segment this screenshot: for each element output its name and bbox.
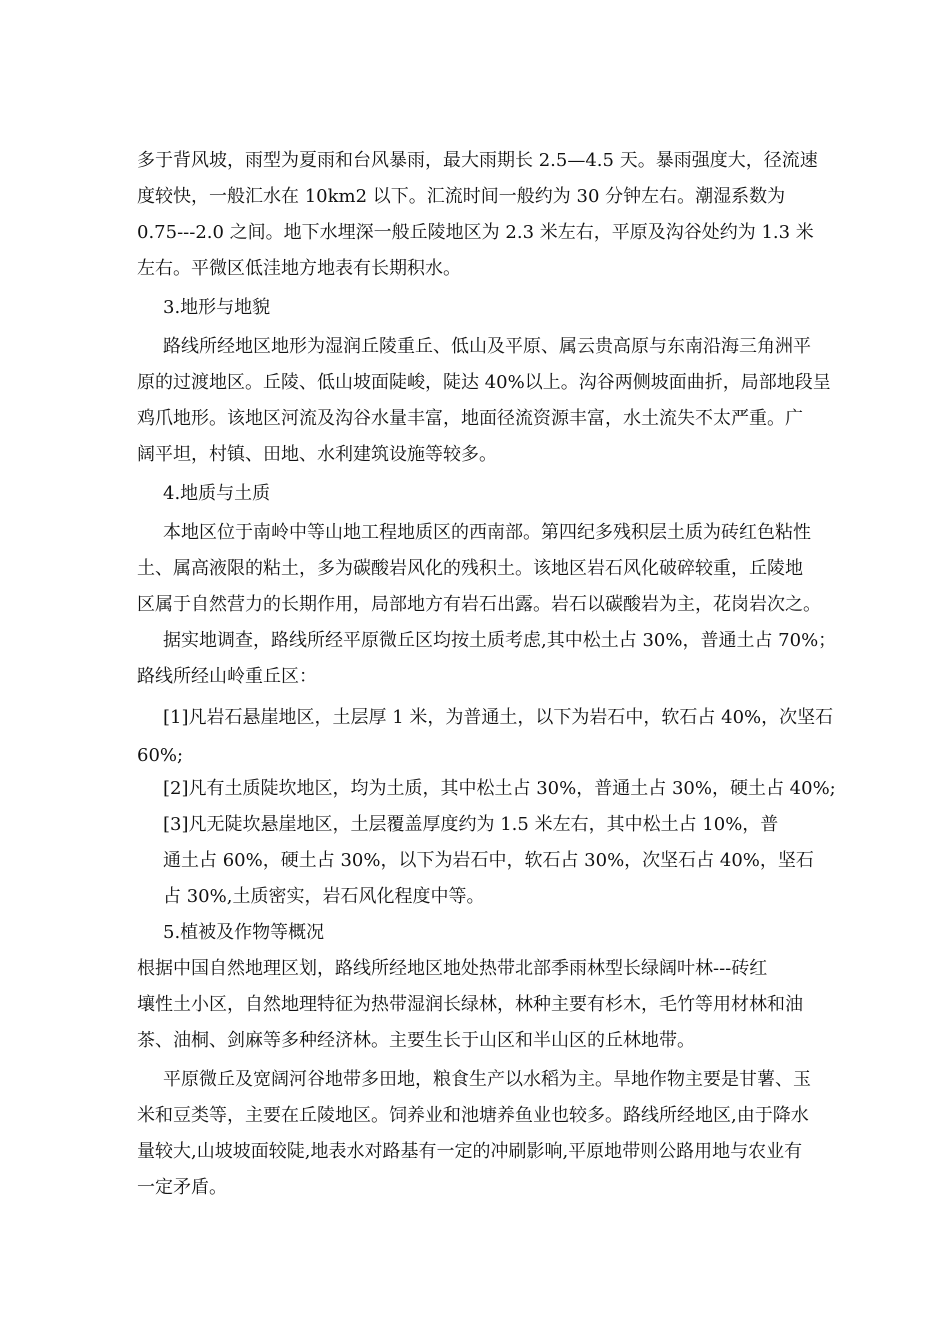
list-item-3: [3]凡无陡坎悬崖地区，土层覆盖厚度约为 1.5 米左右，其中松土占 10%，普 [163, 814, 779, 835]
paragraph-line: 左右。平微区低洼地方地表有长期积水。 [137, 258, 461, 279]
paragraph-line: 阔平坦，村镇、田地、水利建筑设施等较多。 [137, 444, 497, 465]
list-item-1: [1]凡岩石悬崖地区，土层厚 1 米，为普通土，以下为岩石中，软石占 40%，次坚石 [163, 707, 834, 728]
paragraph-line: 区属于自然营力的长期作用，局部地方有岩石出露。岩石以碳酸岩为主，花岗岩次之。 [137, 594, 821, 615]
paragraph-line: 本地区位于南岭中等山地工程地质区的西南部。第四纪多残积层土质为砖红色粘性 [163, 522, 811, 543]
paragraph-line: 土、属高液限的粘土，多为碳酸岩风化的残积土。该地区岩石风化破碎较重，丘陵地 [137, 558, 803, 579]
paragraph-line: 原的过渡地区。丘陵、低山坡面陡峻，陡达 40%以上。沟谷两侧坡面曲折，局部地段呈 [137, 372, 831, 393]
paragraph-line: 据实地调查，路线所经平原微丘区均按土质考虑,其中松土占 30%，普通土占 70%； [163, 630, 837, 651]
paragraph-line: 米和豆类等，主要在丘陵地区。饲养业和池塘养鱼业也较多。路线所经地区,由于降水 [137, 1105, 809, 1126]
section-heading-geology: 4.地质与土质 [163, 483, 271, 504]
paragraph-line: 0.75---2.0 之间。地下水埋深一般丘陵地区为 2.3 米左右，平原及沟谷处约为 1.3 米 [137, 222, 814, 243]
section-heading-vegetation: 5.植被及作物等概况 [163, 922, 325, 943]
list-item-3-continued: 占 30%,土质密实，岩石风化程度中等。 [163, 886, 485, 907]
paragraph-line: 茶、油桐、剑麻等多种经济林。主要生长于山区和半山区的丘林地带。 [137, 1030, 695, 1051]
paragraph-line: 平原微丘及宽阔河谷地带多田地，粮食生产以水稻为主。旱地作物主要是甘薯、玉 [163, 1069, 811, 1090]
list-item-1-continued: 60%; [137, 745, 184, 766]
paragraph-line: 根据中国自然地理区划，路线所经地区地处热带北部季雨林型长绿阔叶林---砖红 [137, 958, 768, 979]
paragraph-line: 一定矛盾。 [137, 1177, 227, 1198]
paragraph-line: 路线所经山岭重丘区： [137, 666, 317, 687]
paragraph-line: 多于背风坡，雨型为夏雨和台风暴雨，最大雨期长 2.5—4.5 天。暴雨强度大，径流速 [137, 150, 818, 171]
paragraph-line: 度较快，一般汇水在 10km2 以下。汇流时间一般约为 30 分钟左右。潮湿系数为 [137, 186, 786, 207]
paragraph-line: 壤性土小区，自然地理特征为热带湿润长绿林，林种主要有杉木，毛竹等用材林和油 [137, 994, 803, 1015]
paragraph-line: 量较大,山坡坡面较陡,地表水对路基有一定的冲刷影响,平原地带则公路用地与农业有 [137, 1141, 803, 1162]
section-heading-terrain: 3.地形与地貌 [163, 297, 271, 318]
paragraph-line: 路线所经地区地形为湿润丘陵重丘、低山及平原、属云贵高原与东南沿海三角洲平 [163, 336, 811, 357]
list-item-3-continued: 通土占 60%，硬土占 30%，以下为岩石中，软石占 30%，次坚石占 40%，坚石 [163, 850, 814, 871]
paragraph-line: 鸡爪地形。该地区河流及沟谷水量丰富，地面径流资源丰富，水土流失不太严重。广 [137, 408, 803, 429]
list-item-2: [2]凡有土质陡坎地区，均为土质，其中松土占 30%，普通土占 30%，硬土占 40%; [163, 778, 836, 799]
